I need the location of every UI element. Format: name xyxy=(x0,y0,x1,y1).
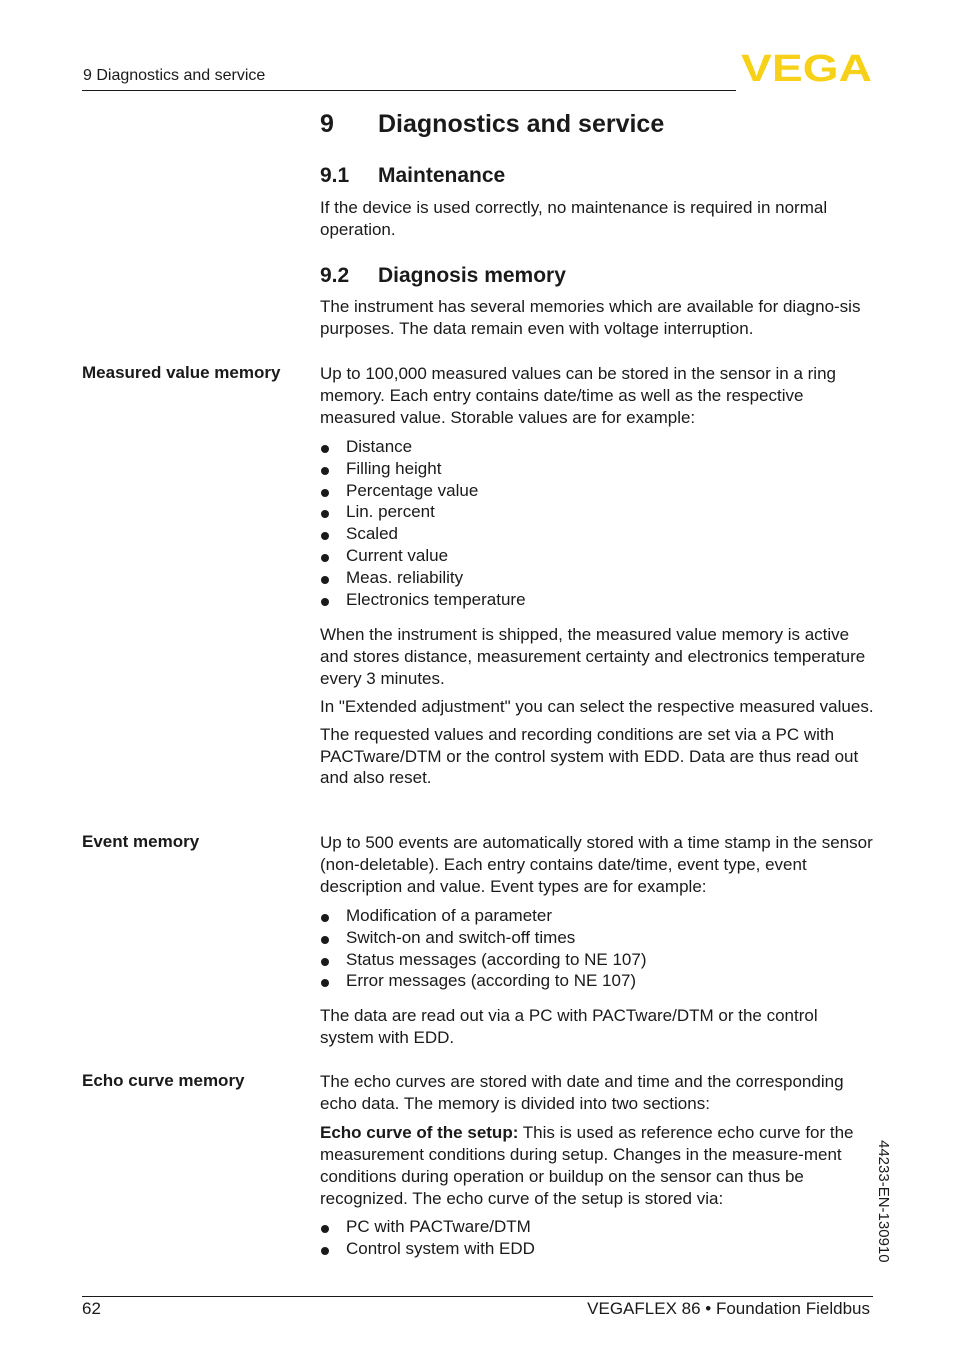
list-item: Switch-on and switch-off times xyxy=(320,927,876,949)
list-item: Electronics temperature xyxy=(320,589,876,611)
measured-values-list xyxy=(320,436,876,611)
section-heading-maintenance xyxy=(320,164,505,188)
list-item: Modification of a parameter xyxy=(320,905,876,927)
echo-setup-text: This is used as reference echo curve for the measurement conditions during setup. Changes in the measure-ment conditions during operation or buildup on the sensor can thus be recognized. The echo curve of the setup is stored via: xyxy=(320,1122,854,1208)
chapter-title-text: Diagnostics and service xyxy=(378,110,665,138)
echo-storage-list xyxy=(320,1216,876,1260)
list-item: Filling height xyxy=(320,458,876,480)
document-code: 44233-EN-130910 xyxy=(875,1140,892,1263)
diagnosis-intro xyxy=(320,296,876,340)
footer-rule xyxy=(82,1296,873,1297)
list-item: Percentage value xyxy=(320,480,876,502)
vega-logo xyxy=(741,51,873,83)
paragraph: The data are read out via a PC with PACTware/DTM or the control system with EDD. xyxy=(320,1006,818,1048)
list-item: Current value xyxy=(320,545,876,567)
section-heading-diagnosis-memory xyxy=(320,264,566,288)
header-rule xyxy=(82,90,736,91)
section-number: 9.2 xyxy=(320,264,350,287)
page-number: 62 xyxy=(82,1299,101,1318)
paragraph: The requested values and recording conditions are set via a PC with PACTware/DTM or the control system with EDD. Data are thus read out and also reset. xyxy=(320,724,859,788)
list-item: Scaled xyxy=(320,523,876,545)
section-number: 9.1 xyxy=(320,164,350,187)
echo-curve-memory-block xyxy=(320,1071,876,1260)
section-title: Maintenance xyxy=(378,164,506,187)
measured-value-memory-block xyxy=(320,363,876,789)
paragraph: The instrument has several memories which are available for diagno-sis purposes. The data remain even with voltage interruption. xyxy=(320,297,861,338)
paragraph: Up to 500 events are automatically stored with a time stamp in the sensor (non-deletable). Each entry contains date/time, event type, event description and value. Event types are for example: xyxy=(320,833,873,896)
list-item: PC with PACTware/DTM xyxy=(320,1216,876,1238)
echo-setup-term: Echo curve of the setup: xyxy=(320,1122,519,1142)
list-item: Status messages (according to NE 107) xyxy=(320,949,876,971)
paragraph: The echo curves are stored with date and time and the corresponding echo data. The memory is divided into two sections: xyxy=(320,1072,844,1113)
paragraph: Up to 100,000 measured values can be stored in the sensor in a ring memory. Each entry contains date/time as well as the respective measured value. Storable values are for example: xyxy=(320,364,836,427)
echo-curve-memory-label: Echo curve memory xyxy=(82,1071,245,1090)
event-memory-block xyxy=(320,832,876,1049)
list-item: Error messages (according to NE 107) xyxy=(320,970,876,992)
list-item: Distance xyxy=(320,436,876,458)
maintenance-text xyxy=(320,197,876,241)
list-item: Lin. percent xyxy=(320,501,876,523)
list-item: Control system with EDD xyxy=(320,1238,876,1260)
paragraph: When the instrument is shipped, the measured value memory is active and stores distance, measurement certainty and electronics temperature every 3 minutes. xyxy=(320,624,866,688)
list-item: Meas. reliability xyxy=(320,567,876,589)
event-memory-label: Event memory xyxy=(82,832,200,851)
paragraph: If the device is used correctly, no maintenance is required in normal operation. xyxy=(320,198,828,239)
event-types-list xyxy=(320,905,876,993)
chapter-number: 9 xyxy=(320,110,334,138)
paragraph: In "Extended adjustment" you can select the respective measured values. xyxy=(320,696,874,716)
section-title: Diagnosis memory xyxy=(378,264,566,287)
running-header: 9 Diagnostics and service xyxy=(83,67,266,84)
logo-text: VEGA xyxy=(741,51,872,83)
measured-value-memory-label: Measured value memory xyxy=(82,363,281,382)
echo-setup-paragraph xyxy=(320,1122,876,1210)
chapter-title xyxy=(320,110,664,139)
footer-product-title: VEGAFLEX 86 • Foundation Fieldbus xyxy=(587,1299,870,1318)
